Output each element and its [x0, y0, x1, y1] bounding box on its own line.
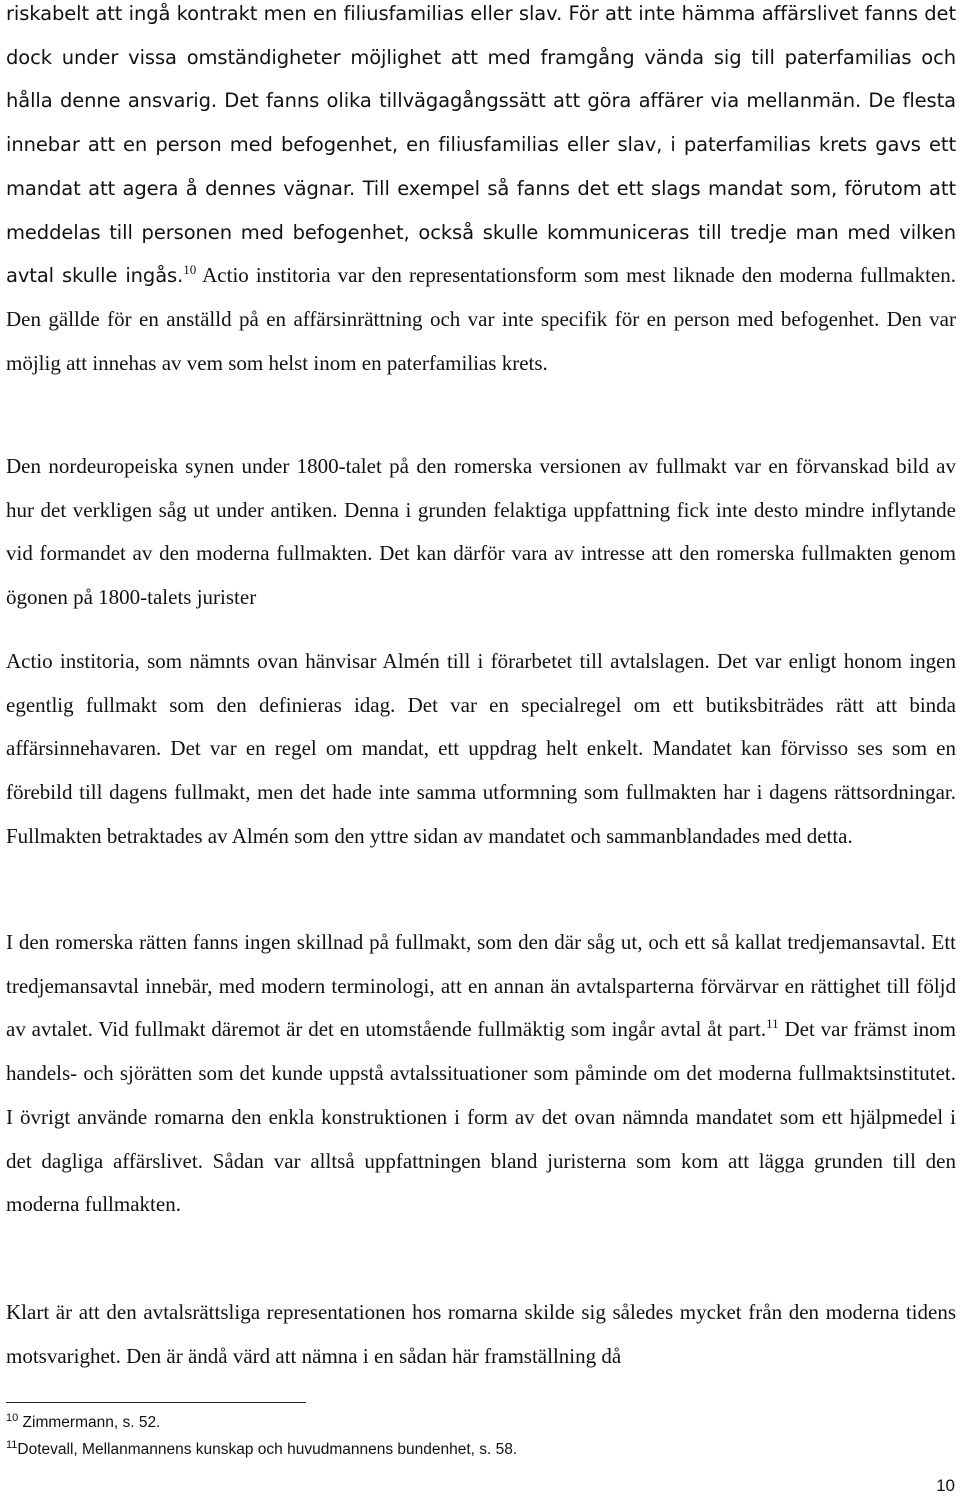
footnote-ref-10[interactable]: 10 — [183, 262, 197, 278]
paragraph-1-part-a: riskabelt att ingå kontrakt men en filiusfamilias eller slav. För att inte hämma affärslivet fanns det dock under vissa omständigheter möjlighet att med framgång vända sig till paterfamilias och hålla denne ansvarig. — [6, 2, 956, 113]
paragraph-1 — [6, 0, 956, 385]
paragraph-1-part-c: Actio institoria var den representationsform som mest liknade den moderna fullmakten. Den gällde för en anställd på en affärsinrättning och var inte specifik för en person med befogenhet. Den var möjlig att innehas av vem som helst inom en paterfamilias krets. — [6, 263, 956, 375]
paragraph-4 — [6, 921, 956, 1227]
footnote-10 — [6, 1413, 160, 1433]
footnote-number: 11 — [6, 1438, 18, 1451]
footnote-number: 10 — [6, 1411, 19, 1424]
footnote-11 — [6, 1440, 517, 1460]
paragraph-5: Klart är att den avtalsrättsliga representationen hos romarna skilde sig således mycket från den moderna tidens motsvarighet. Den är ändå värd att nämna i en sådan här framställning då — [6, 1300, 956, 1368]
paragraph-4-part-b: Det var främst inom handels- och sjörätten som det kunde uppstå avtalssituationer som påminde om det moderna fullmaktsinstitutet. I övrigt använde romarna den enkla konstruktionen i form av det ovan nämnda mandatet som ett hjälpmedel i det dagliga affärslivet. Sådan var alltså uppfattningen bland juristerna som kom att lägga grunden till den moderna fullmakten. — [6, 1017, 956, 1217]
paragraph-1-part-b: Det fanns olika tillvägagångssätt att göra affärer via mellanmän. De flesta innebar att en person med befogenhet, en filiusfamilias eller slav, i paterfamilias krets gavs ett mandat att agera å dennes vägnar. Till exempel så fanns det ett slags mandat som, förutom att meddelas till personen med befogenhet, också skulle kommuniceras till tredje man med vilken avtal skulle ingås. — [6, 89, 956, 288]
page-number: 10 — [936, 1476, 955, 1495]
paragraph-4-part-a: I den romerska rätten fanns ingen skillnad på fullmakt, som den där såg ut, och ett så kallat tredjemansavtal. Ett tredjemansavtal innebär, med modern terminologi, att en annan än avtalsparterna förvärvar en rättighet till följd av avtalet. Vid fullmakt däremot är det en utomstående fullmäktig som ingår avtal åt part. — [6, 930, 956, 1042]
paragraph-2: Den nordeuropeiska synen under 1800-talet på den romerska versionen av fullmakt var en förvanskad bild av hur det verkligen såg ut under antiken. Denna i grunden felaktiga uppfattning fick inte desto mindre inflytande vid formandet av den moderna fullmakten. Det kan därför vara av intresse att den romerska fullmakten genom ögonen på 1800-talets jurister — [6, 454, 956, 610]
footnote-text: Dotevall, Mellanmannens kunskap och huvudmannens bundenhet, s. 58. — [17, 1441, 518, 1458]
footnote-divider — [6, 1402, 306, 1403]
footnote-text: Zimmermann, s. 52. — [18, 1414, 161, 1431]
footnote-ref-11[interactable]: 11 — [766, 1016, 779, 1032]
paragraph-3: Actio institoria, som nämnts ovan hänvisar Almén till i förarbetet till avtalslagen. Det var enligt honom ingen egentlig fullmakt som den definieras idag. Det var en specialregel om ett butiksbiträdes rätt att binda affärsinnehavaren. Det var en regel om mandat, ett uppdrag helt enkelt. Mandatet kan förvisso ses som en förebild till dagens fullmakt, men det hade inte samma utformning som fullmakten har i dagens rättsordningar. Fullmakten betraktades av Almén som den yttre sidan av mandatet och sammanblandades med detta. — [6, 649, 956, 848]
